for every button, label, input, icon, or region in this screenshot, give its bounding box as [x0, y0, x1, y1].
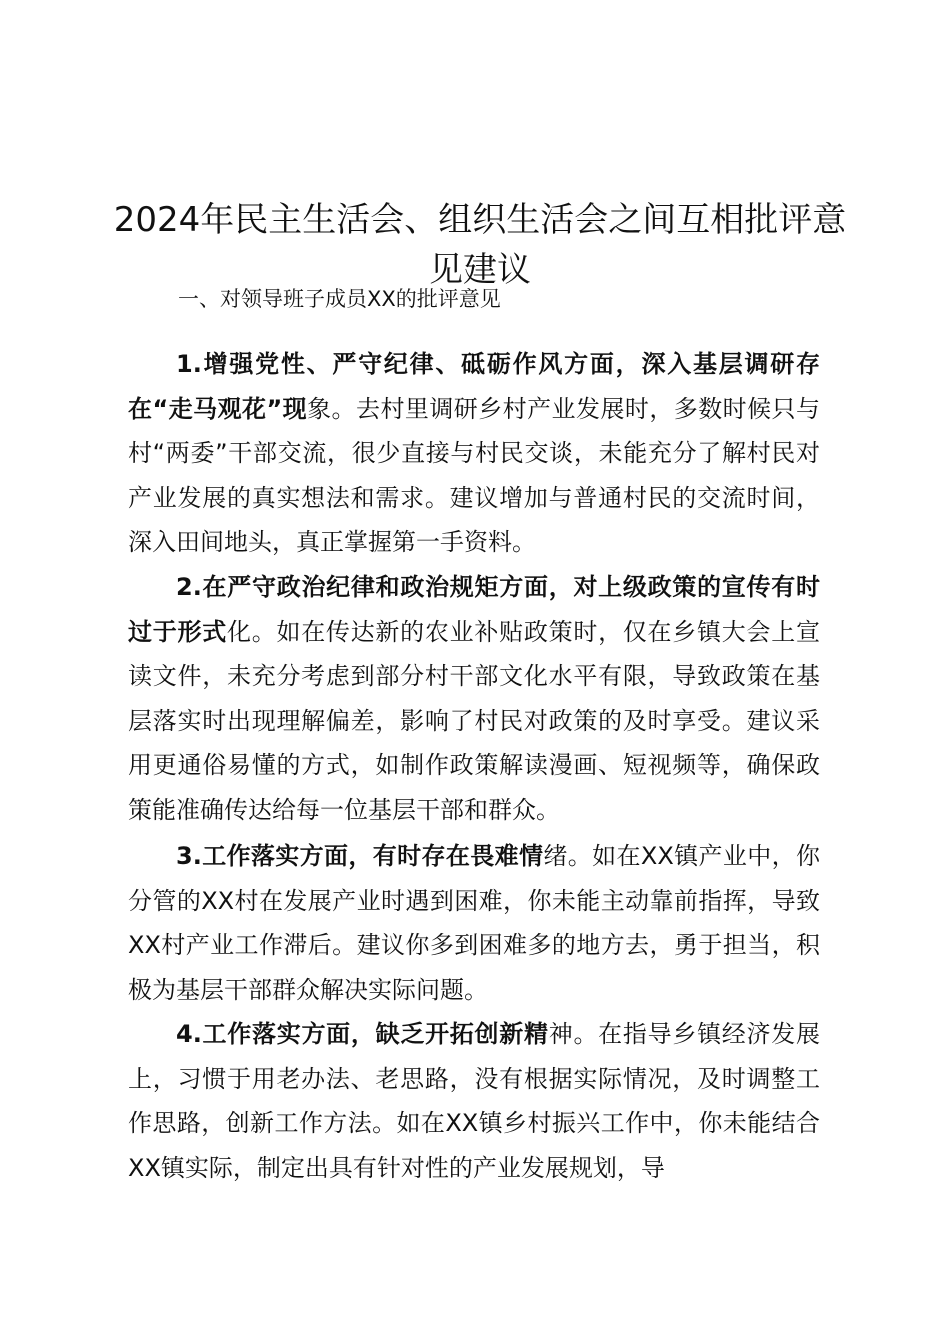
section-heading: 一、对领导班子成员XX的批评意见 [178, 287, 501, 311]
paragraph-1 [128, 342, 820, 565]
paragraph-1-heading: 1.增强党性、严守纪律、砥砺作风方面，深入基层调研存在“走马观花”现 [128, 350, 820, 423]
paragraph-2 [128, 565, 820, 832]
paragraph-4 [128, 1012, 820, 1190]
paragraph-2-heading: 2.在严守政治纪律和政治规矩方面，对上级政策的宣传有时过于形式 [128, 573, 820, 646]
paragraph-4-heading: 4.工作落实方面，缺乏开拓创新精 [176, 1020, 549, 1048]
paragraph-4-body: 神。在指导乡镇经济发展上，习惯于用老办法、老思路，没有根据实际情况，及时调整工作思路，创新工作方法。如在XX镇乡村振兴工作中，你未能结合XX镇实际，制定出具有针对性的产业发展规划，导 [128, 1020, 820, 1182]
paragraph-3-heading: 3.工作落实方面，有时存在畏难情 [176, 842, 544, 870]
paragraph-3-body: 绪。如在XX镇产业中，你分管的XX村在发展产业时遇到困难，你未能主动靠前指挥，导致XX村产业工作滞后。建议你多到困难多的地方去，勇于担当，积极为基层干部群众解决实际问题。 [128, 842, 820, 1004]
paragraph-2-body: 化。如在传达新的农业补贴政策时，仅在乡镇大会上宣读文件，未充分考虑到部分村干部文化水平有限，导致政策在基层落实时出现理解偏差，影响了村民对政策的及时享受。建议采用更通俗易懂的方式，如制作政策解读漫画、短视频等，确保政策能准确传达给每一位基层干部和群众。 [128, 617, 821, 824]
paragraph-3 [128, 834, 820, 1012]
paragraph-1-body: 象。去村里调研乡村产业发展时，多数时候只与村“两委”干部交流，很少直接与村民交谈，未能充分了解村民对产业发展的真实想法和需求。建议增加与普通村民的交流时间，深入田间地头，真正掌握第一手资料。 [128, 394, 821, 556]
document-title: 2024年民主生活会、组织生活会之间互相批评意见建议 [113, 199, 847, 290]
